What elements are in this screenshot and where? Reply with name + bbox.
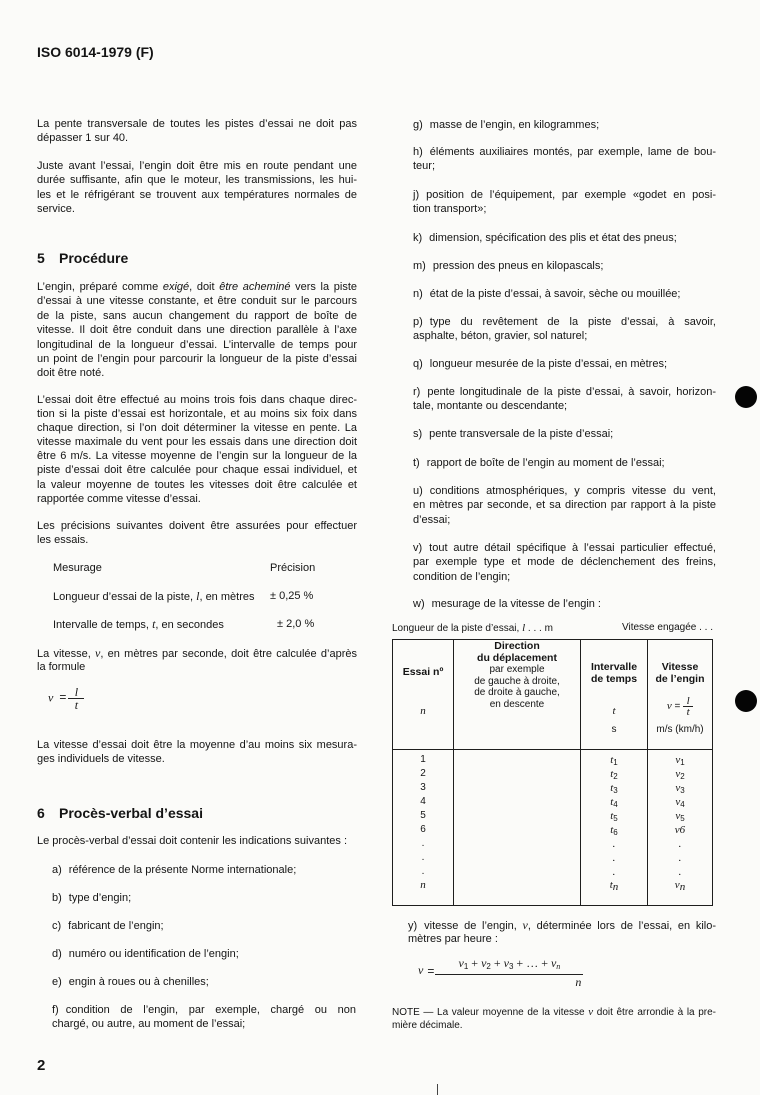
text-line: teur; [413, 160, 436, 173]
text-segment: , en mètres [199, 591, 255, 603]
text-line [413, 315, 716, 329]
subscript: 4 [613, 800, 618, 809]
paragraph-report-intro [37, 834, 357, 848]
paragraph-speed-formula-intro [37, 646, 357, 675]
list-text: rapport de boîte de l’engin au moment de l’essai; [426, 457, 665, 469]
formula-lhs: v [418, 963, 424, 978]
math-variable: v [588, 1006, 594, 1018]
formula-fraction [435, 956, 583, 989]
list-item-y [408, 918, 716, 947]
math-variable: l [522, 622, 526, 634]
text-line: tale, montante ou descendante; [413, 400, 568, 413]
list-label: k) [413, 232, 423, 244]
paragraph-cross-slope [37, 117, 357, 146]
symbol: t [610, 824, 614, 836]
list-text: fabricant de l’engin; [68, 920, 164, 932]
formula-fraction [68, 686, 84, 711]
text-line [413, 385, 716, 399]
list-label: p) [413, 316, 423, 328]
text-segment: doit être arrondie à la pre- [593, 1007, 717, 1018]
text-line: Le procès-verbal d’essai doit contenir les indications suivantes : [37, 835, 347, 847]
list-text: position de l’équipement, par exemple «godet en posi- [426, 189, 716, 201]
table-row [393, 865, 712, 879]
header-interval-title: Intervalle [590, 661, 638, 673]
list-label: h) [413, 146, 423, 158]
text-line: de la piste, sans aucun changement du rapport de boîte de [37, 309, 357, 322]
text-segment: Longueur d’essai de la piste, [53, 591, 197, 603]
header-speed-unit: m/s (km/h) [656, 724, 704, 735]
formula-equals: = [674, 701, 681, 713]
list-item-f [52, 1003, 356, 1032]
list-text: tout autre détail spécifique à l’essai particulier effectué, [429, 542, 716, 554]
accuracy-header-measure: Mesurage [53, 562, 102, 574]
subscript: 2 [613, 772, 618, 781]
header-essai: Essai nº [402, 666, 444, 678]
list-item-h [413, 145, 716, 174]
symbol: v [675, 768, 681, 780]
text-line: d’essai; [413, 513, 451, 526]
list-text: pente transversale de la piste d’essai; [429, 428, 614, 440]
formula-mean-speed [418, 956, 583, 989]
symbol: t [610, 782, 614, 794]
table-row [393, 781, 712, 795]
table-row [393, 795, 712, 809]
text-segment: , en mètres par seconde, doit être calculée d’après [100, 648, 358, 660]
symbol: v [503, 956, 509, 970]
paragraph-test-speed [37, 738, 357, 767]
document-identifier: ISO 6014-1979 (F) [37, 44, 154, 60]
text-line: chaque direction, si l’on doit déterminer la vitesse en pente. La [37, 422, 357, 435]
text-line [413, 597, 716, 611]
list-text: pression des pneus en kilopascals; [432, 260, 604, 272]
list-label: s) [413, 428, 423, 440]
symbol: v [674, 879, 680, 891]
accuracy-header-precision: Précision [270, 562, 316, 574]
formula-numerator: l [74, 685, 79, 699]
table-row [393, 767, 712, 781]
operator: + [468, 956, 482, 970]
paragraph-warmup [37, 159, 357, 217]
header-speed-title: de l’engin [655, 672, 705, 685]
symbol: t [610, 796, 614, 808]
text-line [413, 427, 716, 441]
formula-denominator: t [683, 706, 693, 717]
list-text: condition de l’engin, par exemple, chargé ou non [65, 1004, 356, 1016]
text-line [413, 456, 716, 470]
list-label: f) [52, 1004, 59, 1016]
text-segment: . . . m [525, 623, 553, 634]
list-text: conditions atmosphériques, y compris vitesse du vent, [429, 485, 716, 497]
table-row [393, 823, 712, 837]
text-line [52, 1003, 356, 1017]
symbol: . [612, 866, 616, 878]
text-line: Les précisions suivantes doivent être assurées pour effectuer [37, 520, 357, 532]
section-number: 6 [37, 805, 45, 821]
text-line [37, 280, 357, 294]
cell-essai: 4 [420, 796, 426, 807]
margin-marker-dot [735, 386, 757, 408]
cell-essai: 3 [420, 782, 426, 793]
text-line [52, 891, 356, 905]
list-text: état de la piste d’essai, à savoir, sèche ou mouillée; [429, 288, 681, 300]
formula-denominator: n [435, 974, 583, 989]
formula-lhs: v [666, 700, 672, 713]
symbol: . [612, 838, 616, 850]
text-line [52, 919, 356, 933]
header-direction-title: Direction [494, 640, 540, 652]
subscript: n [556, 962, 561, 971]
list-label: w) [413, 598, 425, 610]
text-segment: , en secondes [155, 619, 224, 631]
text-line: être 6 m/s. La vitesse moyenne de l’engin sur la longueur de la [37, 450, 357, 463]
page-number: 2 [37, 1057, 46, 1074]
formula-equals: = [427, 964, 435, 979]
list-text: masse de l’engin, en kilogrammes; [429, 119, 600, 131]
header-direction-detail: de droite à gauche, [474, 687, 560, 698]
symbol: v [675, 782, 681, 794]
section-heading-6 [37, 803, 203, 823]
list-label: j) [413, 189, 420, 201]
symbol: v [481, 956, 487, 970]
subscript: 2 [680, 772, 685, 781]
table-caption-gear: Vitesse engagée . . . [622, 622, 713, 633]
text-line [413, 287, 716, 301]
scan-artifact-mark [437, 1084, 438, 1095]
text-line [413, 231, 716, 245]
cell-essai: n [420, 879, 426, 891]
list-label: n) [413, 288, 423, 300]
italic-term: exigé [162, 281, 190, 293]
symbol: t [610, 754, 614, 766]
list-item-p [413, 315, 716, 344]
list-item-q [413, 357, 716, 371]
math-variable: l [196, 589, 200, 603]
header-interval-title: de temps [590, 672, 638, 685]
list-label: r) [413, 386, 421, 398]
paragraph-repetitions [37, 393, 357, 506]
subscript: 3 [508, 962, 514, 971]
text-line: par exemple type et mode de déclenchement des freins, [413, 556, 716, 569]
formula-lhs: v [48, 690, 54, 705]
text-segment: Intervalle de temps, [53, 619, 153, 631]
text-line [413, 484, 716, 498]
text-line: La pente transversale de toutes les pistes d’essai ne doit pas [37, 118, 357, 130]
section-number: 5 [37, 250, 45, 266]
list-item-w [413, 597, 716, 611]
list-item-k [413, 231, 716, 245]
accuracy-value: ± 2,0 % [277, 618, 315, 630]
subscript: n [679, 881, 686, 893]
text-line: en mètres par seconde, et sa direction par rapport à la piste [413, 499, 716, 512]
list-label: d) [52, 948, 62, 960]
text-line: chargé, ou autre, au moment de l’essai; [52, 1018, 246, 1031]
text-line: tion si la piste d’essai est horizontale, et au moins six foix dans [37, 408, 357, 421]
header-direction-detail: en descente [489, 698, 545, 710]
symbol: t [610, 810, 614, 822]
subscript: 5 [680, 814, 685, 823]
list-item-c [52, 919, 356, 933]
text-line: durée suffisante, afin que le moteur, les transmissions, les hui- [37, 174, 357, 187]
symbol: t [609, 879, 613, 891]
section-heading-5 [37, 248, 128, 268]
text-segment: , déterminée lors de l’essai, en kilo- [527, 920, 716, 932]
list-label: b) [52, 892, 62, 904]
list-text: mesurage de la vitesse de l’engin : [431, 598, 601, 610]
accuracy-value: ± 0,25 % [270, 590, 314, 602]
formula-fraction [683, 696, 693, 717]
italic-term: être acheminé [219, 281, 291, 293]
subscript: 3 [613, 786, 618, 795]
list-text: éléments auxiliaires montés, par exemple, lame de bou- [429, 146, 716, 158]
text-line: ges individuels de vitesse. [37, 753, 165, 766]
text-line: les essais. [37, 534, 89, 547]
text-line: vitesse. Il doit être conduit dans une direction parallèle à l’axe [37, 324, 357, 337]
text-line: piste d’essai doit être calculée pour chaque essai individuel, et [37, 464, 357, 477]
text-line [52, 863, 356, 877]
text-segment: Longueur de la piste d’essai, [392, 623, 523, 634]
list-item-a [52, 863, 356, 877]
accuracy-header [37, 561, 357, 575]
list-label: g) [413, 119, 423, 131]
symbol: v [550, 956, 557, 970]
text-line: dépasser 1 sur 40. [37, 132, 129, 145]
header-interval [581, 662, 647, 685]
table-row [393, 809, 712, 823]
table-row [393, 851, 712, 865]
formula-speed [48, 686, 84, 711]
list-item-d [52, 947, 356, 961]
text-line [413, 188, 716, 202]
text-line: rapportée comme vitesse d’essai. [37, 492, 201, 505]
subscript: 2 [486, 962, 491, 971]
paragraph-procedure [37, 280, 357, 381]
cell-essai: . [421, 838, 425, 849]
list-label: v) [413, 542, 423, 554]
list-label: u) [413, 485, 423, 497]
accuracy-measure [53, 589, 254, 604]
text-line: mière décimale. [392, 1020, 463, 1031]
symbol: . [678, 852, 682, 864]
text-line: tion transport»; [413, 203, 487, 216]
text-line: d’essai à une vitesse constante, et être conduit sur le parcours [37, 295, 357, 308]
subscript: 4 [680, 800, 685, 809]
text-line: La vitesse d’essai doit être la moyenne d’au moins six mesura- [37, 739, 357, 751]
list-text: type du revêtement de la piste d’essai, à savoir, [429, 316, 716, 328]
operator: + … + [513, 956, 551, 970]
cell-essai: 2 [420, 768, 426, 779]
list-text: dimension, spécification des plis et état des pneus; [429, 232, 677, 244]
section-title: Procès-verbal d’essai [59, 805, 203, 821]
note [392, 1005, 716, 1033]
symbol: v [675, 810, 681, 822]
header-speed-title: Vitesse [661, 661, 699, 673]
cell-essai: 6 [420, 824, 426, 835]
text-segment: NOTE — La valeur moyenne de la vitesse [392, 1007, 589, 1018]
header-speed [648, 662, 712, 685]
text-line: Juste avant l’essai, l’engin doit être mis en route pendant une [37, 160, 357, 172]
cell-essai: 5 [420, 810, 426, 821]
subscript: 1 [680, 758, 685, 767]
list-item-g [413, 118, 716, 132]
header-direction-title: du déplacement [477, 651, 557, 664]
accuracy-row [37, 589, 357, 603]
text-line: vitesse maximale du vent pour les essais dans une direction doit [37, 436, 357, 449]
text-segment: L’engin, préparé comme [37, 281, 163, 293]
list-item-t [413, 456, 716, 470]
text-line: la valeur moyenne de toutes les vitesses doit être calculée et [37, 478, 357, 491]
list-item-u [413, 484, 716, 527]
list-label: y) [408, 920, 418, 932]
list-item-r [413, 385, 716, 414]
text-line: un point de l’engin pour parcourir la longueur de la piste d’essai [37, 352, 357, 365]
list-item-b [52, 891, 356, 905]
cell-essai: . [421, 866, 425, 877]
symbol: v [675, 796, 681, 808]
cell-essai: . [421, 852, 425, 863]
header-direction [454, 641, 580, 710]
list-text: numéro ou identification de l’engin; [68, 948, 239, 960]
text-line: la formule [37, 661, 86, 674]
text-line [413, 357, 716, 371]
text-segment: vitesse de l’engin, [424, 920, 523, 932]
text-line [37, 646, 357, 660]
table-row [393, 753, 712, 767]
cell-speed [648, 878, 712, 894]
list-text: longueur mesurée de la piste d’essai, en mètres; [429, 358, 668, 370]
list-text: référence de la présente Norme internationale; [68, 864, 297, 876]
list-label: m) [413, 260, 426, 272]
section-title: Procédure [59, 250, 129, 266]
text-line: mètres par heure : [408, 933, 498, 946]
text-line [413, 145, 716, 159]
text-line: les et le réfrigérant se trouvent aux températures normales de [37, 188, 357, 201]
text-line [413, 118, 716, 132]
subscript: 1 [463, 962, 469, 971]
subscript: 1 [613, 758, 618, 767]
symbol: . [678, 866, 682, 878]
text-line: L’essai doit être effectué au moins trois fois dans chaque direc- [37, 394, 357, 406]
text-line [413, 541, 716, 555]
cell-interval [581, 878, 647, 894]
list-item-e [52, 975, 356, 989]
text-segment: La vitesse, [37, 648, 96, 660]
accuracy-row [37, 617, 357, 631]
text-line: condition de l’engin; [413, 570, 511, 583]
symbol: v6 [674, 824, 686, 836]
subscript: 6 [613, 828, 618, 837]
symbol: t [610, 768, 614, 780]
list-label: e) [52, 976, 62, 988]
text-line [52, 975, 356, 989]
table-row [393, 837, 712, 851]
list-item-s [413, 427, 716, 441]
symbol: v [675, 754, 681, 766]
list-item-v [413, 541, 716, 584]
subscript: 3 [680, 786, 685, 795]
list-text: pente longitudinale de la piste d’essai, à savoir, horizon- [427, 386, 716, 398]
header-essai-symbol: n [420, 705, 426, 717]
table-row [393, 878, 712, 892]
cell-essai: 1 [420, 754, 426, 765]
list-item-m [413, 259, 716, 273]
list-text: engin à roues ou à chenilles; [68, 976, 209, 988]
text-line: asphalte, béton, gravier, sol naturel; [413, 330, 588, 343]
math-variable: v [95, 646, 101, 660]
margin-marker-dot [735, 690, 757, 712]
text-line [392, 1005, 716, 1019]
speed-measurement-table [392, 639, 713, 906]
header-direction-detail: par exemple [489, 664, 545, 675]
accuracy-measure [53, 617, 224, 632]
formula-numerator: l [686, 695, 690, 707]
table-caption-length [392, 622, 553, 635]
text-line: doit être noté. [37, 367, 105, 380]
list-label: a) [52, 864, 62, 876]
math-variable: t [152, 617, 156, 631]
header-divider [393, 749, 712, 750]
header-speed-formula [648, 696, 712, 717]
paragraph-accuracy-intro [37, 519, 357, 548]
text-line [52, 947, 356, 961]
symbol: v [458, 956, 464, 970]
list-text: type d’engin; [68, 892, 132, 904]
subscript: n [612, 881, 619, 893]
subscript: 5 [613, 814, 618, 823]
list-label: c) [52, 920, 62, 932]
operator: + [490, 956, 504, 970]
text-segment: vers la piste [290, 281, 357, 293]
text-segment: , doit [189, 281, 220, 293]
list-label: t) [413, 457, 420, 469]
list-label: q) [413, 358, 423, 370]
symbol: . [612, 852, 616, 864]
header-interval-unit: s [611, 724, 617, 735]
formula-denominator: t [68, 698, 84, 711]
header-interval-symbol: t [612, 705, 616, 717]
header-direction-detail: de gauche à droite, [474, 675, 560, 687]
formula-numerator [435, 956, 583, 974]
text-line: longitudinal de la longueur d’essai. L’intervalle de temps pour [37, 338, 357, 351]
text-line: service. [37, 203, 75, 216]
formula-equals: = [59, 690, 67, 705]
text-line [408, 918, 716, 932]
symbol: . [678, 838, 682, 850]
text-line [413, 259, 716, 273]
math-variable: v [522, 918, 528, 932]
list-item-j [413, 188, 716, 217]
list-item-n [413, 287, 716, 301]
